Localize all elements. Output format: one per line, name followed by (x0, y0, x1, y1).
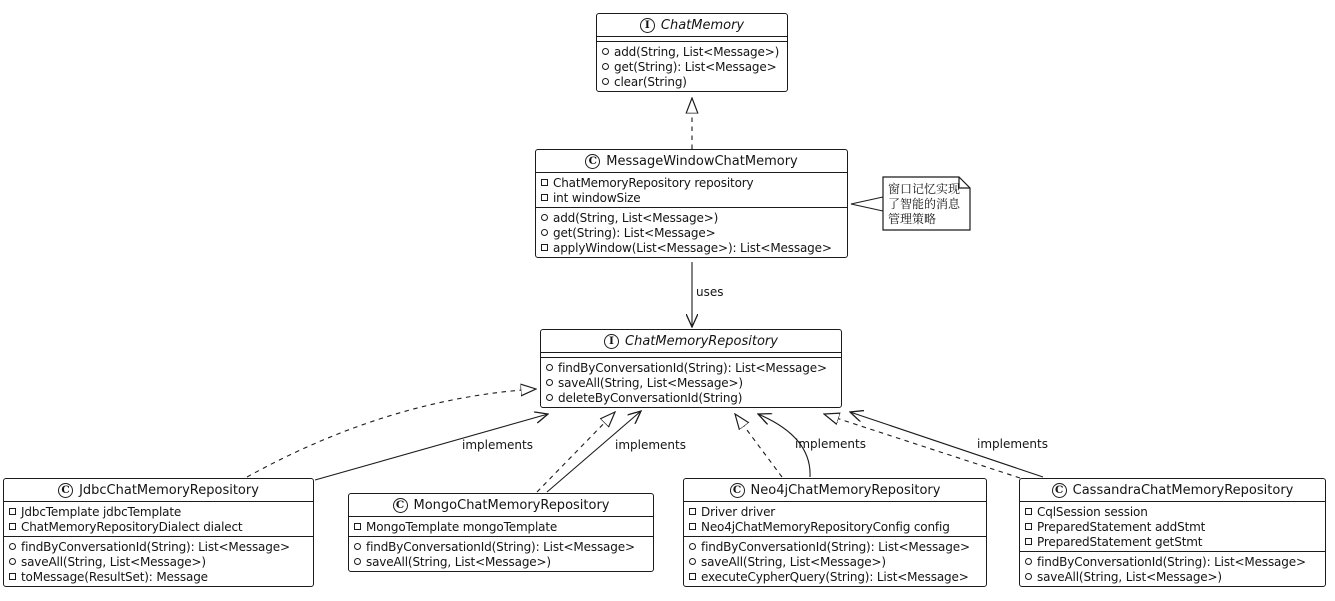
method-text: toMessage(ResultSet): Message (21, 569, 208, 584)
attribute-row (684, 519, 986, 534)
visibility-icon (689, 523, 696, 530)
neo4j-realization-arrow (735, 414, 782, 477)
attribute-row (1020, 519, 1325, 534)
class-name: Neo4jChatMemoryRepository (750, 482, 941, 498)
attribute-row (536, 190, 847, 205)
visibility-icon (9, 508, 16, 515)
note (888, 182, 968, 227)
method-text: clear(String) (614, 74, 687, 89)
neo4j-implements-label: implements (795, 437, 866, 451)
class-icon: C (393, 498, 408, 513)
attributes-compartment (1020, 501, 1325, 551)
method-text: add(String, List<Message>) (553, 210, 719, 225)
method-text: saveAll(String, List<Message>) (366, 554, 551, 569)
visibility-icon (546, 394, 553, 401)
visibility-icon (602, 48, 609, 55)
method-row (597, 44, 787, 59)
method-row (541, 375, 841, 390)
method-row (684, 554, 986, 569)
cassandra-implements-label: implements (977, 437, 1048, 451)
method-text: add(String, List<Message>) (614, 44, 780, 59)
methods-compartment (536, 207, 847, 257)
class-box-chatmemoryrepository (540, 329, 842, 408)
visibility-icon (1025, 558, 1032, 565)
attribute-text: MongoTemplate mongoTemplate (366, 519, 558, 534)
attribute-row (1020, 504, 1325, 519)
visibility-icon (541, 179, 548, 186)
class-icon: C (58, 483, 73, 498)
method-row (1020, 554, 1325, 569)
attribute-text: JdbcTemplate jdbcTemplate (21, 504, 182, 519)
methods-compartment (349, 536, 653, 571)
jdbc-implements-label: implements (462, 438, 533, 452)
method-text: get(String): List<Message> (553, 225, 716, 240)
visibility-icon (354, 558, 361, 565)
class-box-messagewindowchatmemory (535, 149, 848, 258)
class-icon: C (730, 483, 745, 498)
method-text: get(String): List<Message> (614, 59, 777, 74)
method-row (536, 210, 847, 225)
visibility-icon (602, 78, 609, 85)
method-row (4, 569, 313, 584)
attribute-row (536, 175, 847, 190)
class-box-chatmemory (596, 13, 788, 92)
method-text: saveAll(String, List<Message>) (701, 554, 886, 569)
mongo-realization-arrow (537, 412, 615, 492)
method-row (541, 390, 841, 405)
method-row (536, 225, 847, 240)
class-box-mongochatmemoryrepository (348, 493, 654, 572)
class-icon: C (1052, 483, 1067, 498)
method-text: saveAll(String, List<Message>) (558, 375, 743, 390)
methods-compartment (541, 357, 841, 407)
visibility-icon (9, 573, 16, 580)
method-row (684, 539, 986, 554)
attribute-text: PreparedStatement addStmt (1037, 519, 1206, 534)
attribute-row (684, 504, 986, 519)
attribute-text: ChatMemoryRepository repository (553, 175, 754, 190)
method-text: applyWindow(List<Message>): List<Message> (553, 240, 832, 255)
attributes-compartment (536, 172, 847, 207)
attributes-compartment (349, 516, 653, 536)
method-row (349, 554, 653, 569)
method-row (536, 240, 847, 255)
visibility-icon (1025, 508, 1032, 515)
visibility-icon (354, 543, 361, 550)
methods-compartment (4, 536, 313, 586)
method-row (1020, 569, 1325, 584)
visibility-icon (9, 543, 16, 550)
note-line: 管理策略 (888, 212, 937, 226)
attribute-text: PreparedStatement getStmt (1037, 534, 1203, 549)
class-name: CassandraChatMemoryRepository (1072, 482, 1294, 498)
attributes-compartment (684, 501, 986, 536)
attribute-text: Neo4jChatMemoryRepositoryConfig config (701, 519, 950, 534)
class-icon: C (585, 154, 600, 169)
note-line: 了智能的消息 (888, 197, 961, 211)
class-box-jdbcchatmemoryrepository (3, 478, 314, 587)
attribute-text: Driver driver (701, 504, 776, 519)
jdbc-realization-arrow (247, 389, 536, 477)
class-title (1020, 479, 1325, 501)
visibility-icon (689, 543, 696, 550)
note-line: 窗口记忆实现 (888, 182, 961, 196)
visibility-icon (541, 244, 548, 251)
visibility-icon (9, 558, 16, 565)
class-name: ChatMemoryRepository (625, 333, 778, 349)
visibility-icon (689, 508, 696, 515)
method-row (597, 74, 787, 89)
attribute-row (1020, 534, 1325, 549)
method-text: findByConversationId(String): List<Message> (1037, 554, 1306, 569)
class-name: MongoChatMemoryRepository (413, 497, 610, 513)
attribute-row (4, 519, 313, 534)
class-title (536, 150, 847, 172)
note-connector (851, 197, 883, 211)
interface-icon: I (604, 334, 619, 349)
visibility-icon (1025, 538, 1032, 545)
methods-compartment (1020, 551, 1325, 586)
class-name: MessageWindowChatMemory (606, 153, 798, 169)
visibility-icon (9, 523, 16, 530)
method-row (4, 539, 313, 554)
method-text: findByConversationId(String): List<Message> (366, 539, 635, 554)
method-row (541, 360, 841, 375)
mongo-implements-label: implements (615, 438, 686, 452)
method-text: deleteByConversationId(String) (558, 390, 743, 405)
method-text: saveAll(String, List<Message>) (1037, 569, 1222, 584)
class-title (597, 14, 787, 36)
class-name: ChatMemory (660, 17, 745, 33)
visibility-icon (689, 558, 696, 565)
method-text: findByConversationId(String): List<Message> (21, 539, 290, 554)
visibility-icon (354, 523, 361, 530)
attribute-text: ChatMemoryRepositoryDialect dialect (21, 519, 243, 534)
visibility-icon (546, 379, 553, 386)
class-box-neo4jchatmemoryrepository (683, 478, 987, 587)
class-title (541, 330, 841, 352)
visibility-icon (546, 364, 553, 371)
class-title (349, 494, 653, 516)
class-name: JdbcChatMemoryRepository (79, 482, 259, 498)
class-title (4, 479, 313, 501)
visibility-icon (541, 194, 548, 201)
method-text: findByConversationId(String): List<Message> (701, 539, 970, 554)
method-text: findByConversationId(String): List<Message> (558, 360, 827, 375)
method-row (4, 554, 313, 569)
attributes-compartment (4, 501, 313, 536)
visibility-icon (1025, 523, 1032, 530)
interface-icon: I (640, 18, 655, 33)
visibility-icon (541, 214, 548, 221)
attribute-row (349, 519, 653, 534)
attribute-row (4, 504, 313, 519)
method-row (349, 539, 653, 554)
visibility-icon (689, 573, 696, 580)
visibility-icon (602, 63, 609, 70)
uses-label: uses (696, 285, 724, 299)
methods-compartment (597, 41, 787, 91)
attribute-text: int windowSize (553, 190, 641, 205)
visibility-icon (541, 229, 548, 236)
method-row (684, 569, 986, 584)
attribute-text: CqlSession session (1037, 504, 1148, 519)
visibility-icon (1025, 573, 1032, 580)
method-row (597, 59, 787, 74)
method-text: saveAll(String, List<Message>) (21, 554, 206, 569)
method-text: executeCypherQuery(String): List<Message> (701, 569, 969, 584)
methods-compartment (684, 536, 986, 586)
class-title (684, 479, 986, 501)
class-box-cassandrachatmemoryrepository (1019, 478, 1326, 587)
